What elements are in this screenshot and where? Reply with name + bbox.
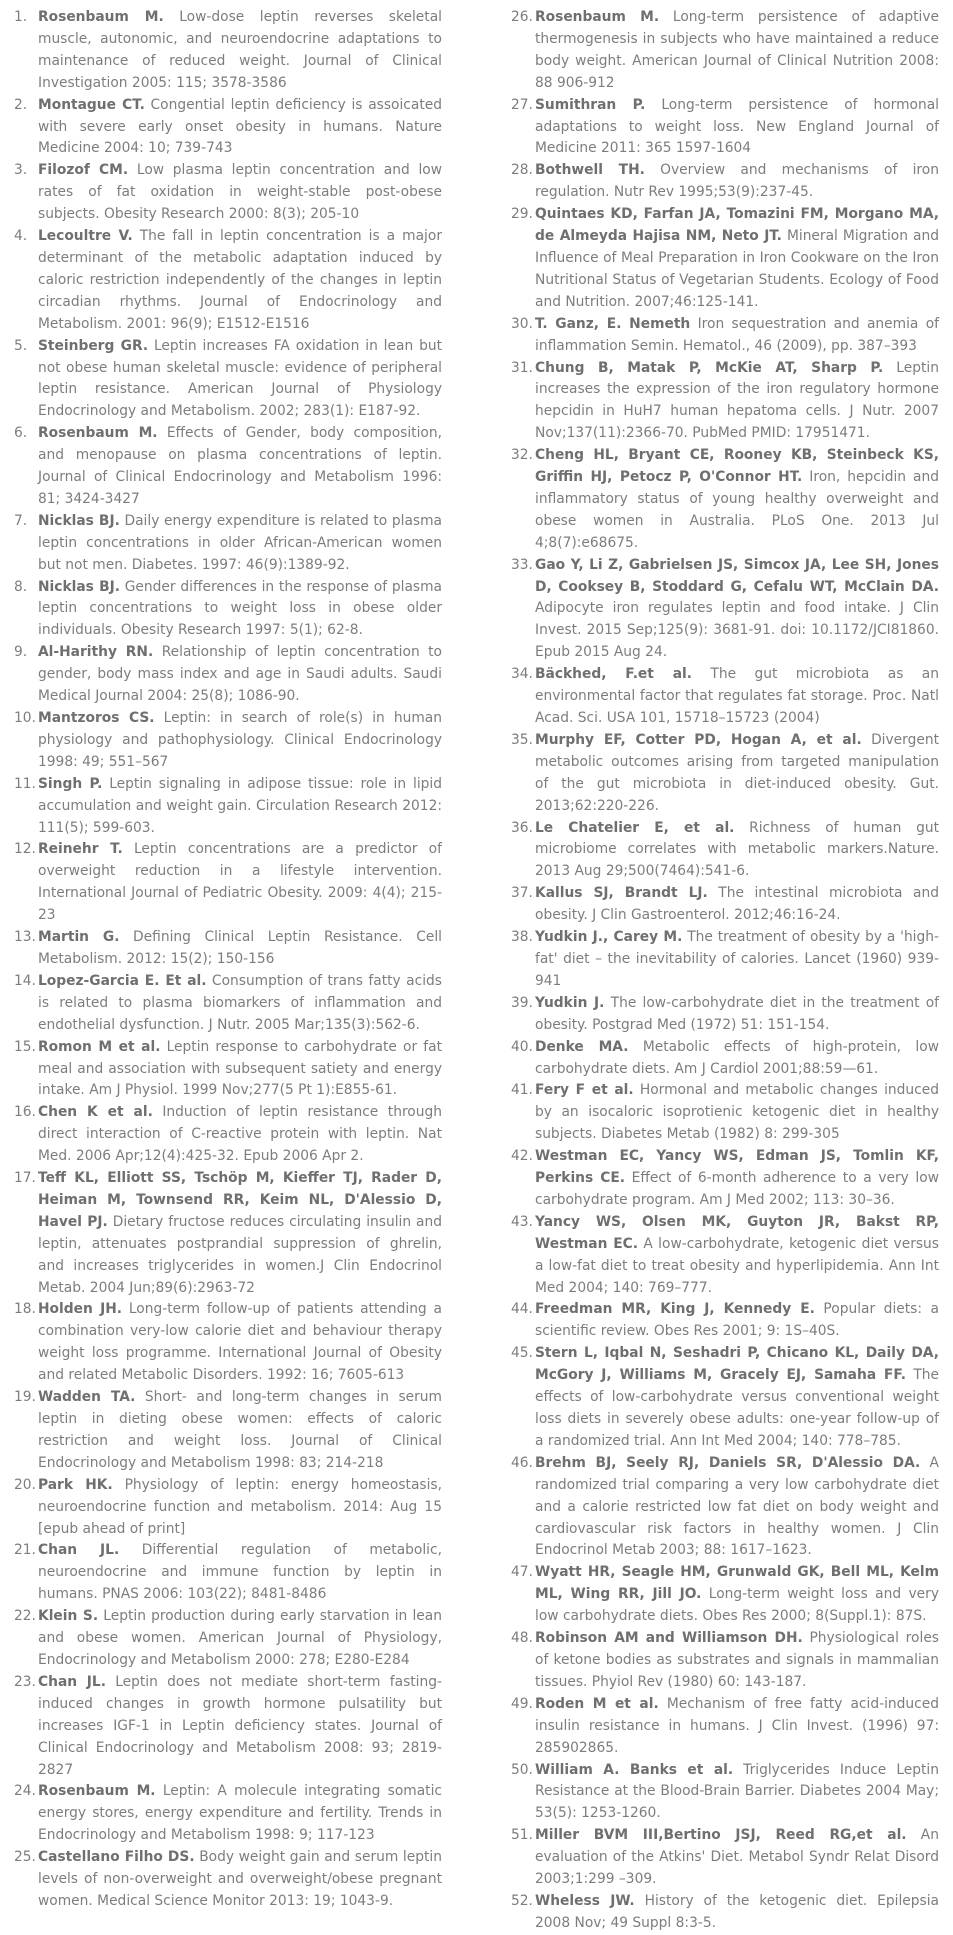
- reference-authors: Filozof CM.: [38, 162, 129, 179]
- reference-body: [535, 555, 939, 665]
- reference-item: [14, 226, 442, 336]
- reference-item: [511, 314, 939, 358]
- reference-authors: Quintaes KD, Farfan JA, Tomazini FM, Morgano MA, de Almeyda Hajisa NM, Neto JT.: [535, 206, 939, 245]
- reference-item: [14, 160, 442, 226]
- reference-citation: Differential regulation of metabolic, neuroendocrine and immune function by leptin in humans. PNAS 2006: 103(22); 8481-8486: [38, 1542, 442, 1603]
- reference-item: [511, 358, 939, 446]
- reference-body: [38, 226, 442, 336]
- reference-citation: Leptin signaling in adipose tissue: role in lipid accumulation and weight gain. Circulation Research 2012: 111(5); 599-603.: [38, 775, 443, 836]
- reference-authors: Castellano Filho DS.: [38, 1849, 195, 1866]
- reference-body: [38, 423, 442, 511]
- reference-authors: Sumithran P.: [535, 96, 646, 113]
- reference-authors: Park HK.: [38, 1476, 113, 1493]
- reference-body: [535, 1562, 939, 1628]
- reference-authors: Wyatt HR, Seagle HM, Grunwald GK, Bell ML, Kelm ML, Wing RR, Jill JO.: [535, 1564, 939, 1603]
- reference-body: [535, 445, 939, 555]
- reference-body: [535, 993, 939, 1037]
- reference-item: [511, 883, 939, 927]
- reference-body: [535, 883, 939, 927]
- reference-number: 38.: [511, 929, 533, 946]
- reference-authors: Kallus SJ, Brandt LJ.: [535, 885, 708, 902]
- reference-citation: Physiological roles of ketone bodies as substrates and signals in mammalian tissues. Phyiol Rev (1980) 60: 143-187.: [535, 1630, 939, 1690]
- reference-citation: Induction of leptin resistance through direct interaction of C-reactive protein with leptin. Nat Med. 2006 Apr;12(4):425-32. Epub 2006 Apr 2.: [38, 1104, 442, 1165]
- reference-number: 3.: [14, 162, 28, 179]
- references-column-left: [14, 7, 443, 1909]
- reference-number: 32.: [511, 447, 533, 464]
- reference-number: 44.: [511, 1301, 533, 1318]
- reference-list-left: [14, 7, 442, 1913]
- reference-citation: A low-carbohydrate, ketogenic diet versus a low-fat diet to treat obesity and hyperlipidemia. Ann Int Med 2004; 140: 769–777.: [535, 1235, 939, 1296]
- reference-list-right: [511, 7, 939, 1935]
- reference-body: [535, 95, 939, 161]
- reference-number: 28.: [511, 162, 533, 179]
- reference-body: [535, 1037, 939, 1081]
- reference-authors: Miller BVM III,Bertino JSJ, Reed RG,et al.: [535, 1827, 907, 1844]
- reference-authors: Nicklas BJ.: [38, 578, 120, 595]
- reference-citation: Gender differences in the response of plasma leptin concentrations to weight loss in obese older individuals. Obesity Research 1997: 5(1); 62-8.: [38, 578, 442, 639]
- reference-item: [511, 1628, 939, 1694]
- reference-authors: Wheless JW.: [535, 1892, 635, 1909]
- reference-body: [38, 1606, 442, 1672]
- reference-citation: The gut microbiota as an environmental factor that regulates fat storage. Proc. Natl Acad. Sci. USA 101, 15718–15723 (2004): [535, 666, 939, 726]
- reference-body: [38, 642, 442, 708]
- reference-body: [38, 839, 442, 927]
- reference-citation: Leptin: A molecule integrating somatic energy stores, energy expenditure and fertility. Trends in Endocrinology and Metabolism 1998: 9; 117-123: [38, 1783, 442, 1844]
- reference-authors: Fery F et al.: [535, 1082, 634, 1099]
- reference-number: 45.: [511, 1345, 533, 1362]
- reference-citation: Effects of Gender, body composition, and menopause on plasma concentrations of leptin. Journal of Clinical Endocrinology and Metabolism 1996: 81; 3424-3427: [38, 425, 442, 507]
- reference-number: 52.: [511, 1892, 533, 1909]
- reference-citation: Mechanism of free fatty acid-induced insulin resistance in humans. J Clin Invest. (1996) 97: 285902865.: [535, 1695, 939, 1756]
- reference-authors: Stern L, Iqbal N, Seshadri P, Chicano KL, Daily DA, McGory J, Williams M, Gracely EJ, Samaha FF.: [535, 1345, 939, 1384]
- reference-number: 15.: [14, 1038, 36, 1055]
- reference-authors: Denke MA.: [535, 1038, 629, 1055]
- reference-authors: Freedman MR, King J, Kennedy E.: [535, 1301, 815, 1318]
- reference-item: [511, 1299, 939, 1343]
- reference-body: [535, 730, 939, 818]
- reference-body: [535, 818, 939, 884]
- reference-number: 49.: [511, 1695, 533, 1712]
- reference-item: [511, 927, 939, 993]
- reference-number: 29.: [511, 206, 533, 223]
- reference-item: [14, 336, 442, 424]
- reference-item: [14, 1387, 442, 1475]
- reference-body: [535, 1453, 939, 1563]
- reference-item: [14, 1540, 442, 1606]
- reference-authors: Holden JH.: [38, 1301, 122, 1318]
- reference-item: [511, 1694, 939, 1760]
- reference-number: 9.: [14, 644, 28, 661]
- reference-item: [14, 1781, 442, 1847]
- reference-citation: Short- and long-term changes in serum leptin in dieting obese women: effects of caloric restriction and weight loss. Journal of Clinical Endocrinology and Metabolism 1998: 83; 214-218: [38, 1389, 442, 1471]
- reference-authors: Le Chatelier E, et al.: [535, 819, 735, 836]
- reference-number: 6.: [14, 425, 28, 442]
- reference-body: [38, 160, 442, 226]
- reference-authors: Mantzoros CS.: [38, 710, 155, 726]
- reference-citation: Leptin does not mediate short-term fasting-induced changes in growth hormone pulsatility but increases IGF-1 in Leptin deficiency states. Journal of Clinical Endocrinology and Metabolism 2008: 93; 2819-2827: [38, 1673, 442, 1778]
- reference-authors: Teff KL, Elliott SS, Tschöp M, Kieffer TJ, Rader D, Heiman M, Townsend RR, Keim NL, D'Alessio D, Havel PJ.: [38, 1170, 442, 1230]
- reference-authors: Montague CT.: [38, 96, 145, 113]
- reference-body: [38, 774, 442, 840]
- reference-body: [535, 1891, 939, 1935]
- reference-authors: Martin G.: [38, 929, 120, 946]
- reference-authors: Lecoultre V.: [38, 228, 133, 245]
- reference-authors: Roden M et al.: [535, 1695, 659, 1712]
- reference-number: 8.: [14, 578, 28, 595]
- reference-citation: Leptin increases the expression of the iron regulatory hormone hepcidin in HuH7 human hepatoma cells. J Nutr. 2007 Nov;137(11):2366-70. PubMed PMID: 17951471.: [535, 359, 939, 442]
- reference-item: [511, 1453, 939, 1563]
- reference-number: 25.: [14, 1849, 36, 1866]
- reference-item: [511, 95, 939, 161]
- reference-number: 1.: [14, 9, 28, 25]
- reference-number: 36.: [511, 819, 533, 836]
- reference-citation: Overview and mechanisms of iron regulation. Nutr Rev 1995;53(9):237-45.: [535, 162, 939, 201]
- references-column-right: [511, 7, 940, 1931]
- reference-body: [38, 1037, 442, 1103]
- reference-authors: Chan JL.: [38, 1542, 120, 1559]
- reference-citation: Divergent metabolic outcomes arising from targeted manipulation of the gut microbiota in diet-induced obesity. Gut. 2013;62:220-226.: [535, 731, 940, 814]
- reference-body: [38, 577, 442, 643]
- reference-citation: The low-carbohydrate diet in the treatment of obesity. Postgrad Med (1972) 51: 151-154.: [535, 994, 939, 1033]
- reference-citation: Richness of human gut microbiome correlates with metabolic markers.Nature. 2013 Aug 29;500(7464):541-6.: [535, 819, 939, 880]
- reference-item: [511, 1825, 939, 1891]
- reference-number: 24.: [14, 1783, 36, 1800]
- reference-citation: Metabolic effects of high-protein, low carbohydrate diets. Am J Cardiol 2001;88:59—61.: [535, 1038, 939, 1077]
- reference-citation: The treatment of obesity by a 'high-fat' diet – the inevitability of calories. Lancet (1960) 939-941: [535, 929, 940, 989]
- reference-citation: An evaluation of the Atkins' Diet. Metabol Syndr Relat Disord 2003;1:299 –309.: [535, 1827, 939, 1888]
- reference-item: [511, 1891, 939, 1935]
- reference-citation: The intestinal microbiota and obesity. J Clin Gastroenterol. 2012;46:16-24.: [535, 885, 939, 924]
- reference-citation: A randomized trial comparing a very low carbohydrate diet and a calorie restricted low fat diet on body weight and cardiovascular risk factors in healthy women. J Clin Endocrinol Metab 2003; 88: 1617–1623.: [535, 1454, 939, 1559]
- reference-body: [38, 1475, 442, 1541]
- reference-number: 47.: [511, 1564, 533, 1581]
- reference-number: 30.: [511, 315, 533, 332]
- reference-authors: Romon M et al.: [38, 1038, 161, 1055]
- reference-citation: Long-term weight loss and very low carbohydrate diets. Obes Res 2000; 8(Suppl.1): 87S.: [535, 1586, 939, 1625]
- reference-number: 51.: [511, 1827, 533, 1844]
- reference-body: [535, 1343, 939, 1453]
- reference-item: [511, 160, 939, 204]
- reference-citation: Triglycerides Induce Leptin Resistance at the Blood-Brain Barrier. Diabetes 2004 May; 53(5): 1253-1260.: [535, 1761, 939, 1822]
- reference-citation: Long-term follow-up of patients attending a combination very-low calorie diet and behaviour therapy weight loss programme. International Journal of Obesity and related Metabolic Disorders. 1992: 16; 7605-613: [38, 1301, 442, 1384]
- reference-body: [38, 1847, 442, 1913]
- reference-item: [511, 993, 939, 1037]
- reference-item: [511, 1343, 939, 1453]
- reference-number: 10.: [14, 710, 36, 726]
- reference-citation: Physiology of leptin: energy homeostasis, neuroendocrine function and metabolism. 2014: Aug 15 [epub ahead of print]: [38, 1476, 442, 1537]
- reference-item: [14, 7, 442, 95]
- reference-authors: Chung B, Matak P, McKie AT, Sharp P.: [535, 359, 884, 376]
- reference-item: [511, 555, 939, 665]
- reference-number: 2.: [14, 96, 28, 113]
- reference-item: [14, 577, 442, 643]
- reference-body: [535, 1146, 939, 1212]
- reference-citation: The effects of low-carbohydrate versus conventional weight loss diets in severely obese adults: one-year follow-up of a randomized trial. Ann Int Med 2004; 140: 778–785.: [535, 1367, 940, 1449]
- reference-body: [535, 358, 939, 446]
- reference-authors: Robinson AM and Williamson DH.: [535, 1630, 803, 1647]
- reference-item: [511, 204, 939, 314]
- reference-citation: Consumption of trans fatty acids is related to plasma biomarkers of inflammation and endothelial dysfunction. J Nutr. 2005 Mar;135(3):562-6.: [38, 972, 442, 1033]
- reference-body: [535, 160, 939, 204]
- reference-body: [535, 1694, 939, 1760]
- reference-authors: T. Ganz, E. Nemeth: [535, 315, 691, 332]
- reference-authors: Bäckhed, F.et al.: [535, 666, 692, 683]
- reference-number: 31.: [511, 359, 533, 376]
- reference-item: [14, 1037, 442, 1103]
- reference-body: [38, 927, 442, 971]
- reference-citation: Iron, hepcidin and inflammatory status of young healthy overweight and obese women in Australia. PLoS One. 2013 Jul 4;8(7):e68675.: [535, 469, 939, 551]
- reference-citation: Low-dose leptin reverses skeletal muscle, autonomic, and neuroendocrine adaptations to maintenance of reduced weight. Journal of Clinical Investigation 2005: 115; 3578-3586: [38, 9, 442, 91]
- reference-item: [14, 642, 442, 708]
- reference-item: [14, 708, 442, 774]
- reference-number: 40.: [511, 1038, 533, 1055]
- reference-body: [535, 314, 939, 358]
- reference-citation: Mineral Migration and Influence of Meal Preparation in Iron Cookware on the Iron Nutritional Status of Vegetarian Students. Ecology of Food and Nutrition. 2007;46:125-141.: [535, 228, 939, 310]
- reference-authors: Chen K et al.: [38, 1104, 153, 1121]
- reference-body: [535, 927, 939, 993]
- reference-item: [511, 1562, 939, 1628]
- reference-number: 22.: [14, 1608, 36, 1625]
- reference-citation: Long-term persistence of adaptive thermogenesis in subjects who have maintained a reduce body weight. American Journal of Clinical Nutrition 2008: 88 906-912: [535, 9, 939, 91]
- reference-citation: Effect of 6-month adherence to a very low carbohydrate program. Am J Med 2002; 113: 30–36.: [535, 1170, 939, 1208]
- reference-number: 16.: [14, 1104, 36, 1121]
- reference-number: 19.: [14, 1389, 36, 1406]
- reference-item: [511, 445, 939, 555]
- reference-authors: Rosenbaum M.: [38, 9, 164, 25]
- reference-authors: Singh P.: [38, 775, 103, 792]
- reference-citation: Leptin concentrations are a predictor of overweight reduction in a lifestyle intervention. International Journal of Pediatric Obesity. 2009: 4(4); 215-23: [38, 841, 442, 924]
- reference-authors: Murphy EF, Cotter PD, Hogan A, et al.: [535, 731, 862, 748]
- reference-item: [14, 839, 442, 927]
- reference-body: [38, 95, 442, 161]
- reference-citation: Relationship of leptin concentration to gender, body mass index and age in Saudi adults. Saudi Medical Journal 2004: 25(8); 1086-90.: [38, 644, 442, 705]
- reference-authors: Yudkin J.: [535, 994, 605, 1011]
- reference-authors: Klein S.: [38, 1608, 99, 1625]
- reference-citation: Leptin response to carbohydrate or fat meal and association with subsequent satiety and energy intake. Am J Physiol. 1999 Nov;277(5 Pt 1):E855-61.: [38, 1038, 442, 1099]
- reference-item: [14, 95, 442, 161]
- reference-citation: Daily energy expenditure is related to plasma leptin concentrations in older African-American women but not men. Diabetes. 1997: 46(9):1389-92.: [38, 512, 442, 573]
- reference-item: [14, 1606, 442, 1672]
- reference-authors: Gao Y, Li Z, Gabrielsen JS, Simcox JA, Lee SH, Jones D, Cooksey B, Stoddard G, Cefalu WT, McClain DA.: [535, 556, 939, 595]
- reference-body: [535, 1760, 939, 1826]
- reference-citation: Low plasma leptin concentration and low rates of fat oxidation in weight-stable post-obese subjects. Obesity Research 2000: 8(3); 205-10: [38, 162, 443, 223]
- reference-body: [535, 204, 939, 314]
- reference-item: [511, 1212, 939, 1300]
- reference-authors: Bothwell TH.: [535, 162, 645, 179]
- reference-citation: Body weight gain and serum leptin levels of non-overweight and overweight/obese pregnant women. Medical Science Monitor 2013: 19; 1043-9.: [38, 1849, 443, 1909]
- reference-body: [38, 971, 442, 1037]
- reference-authors: Brehm BJ, Seely RJ, Daniels SR, D'Alessio DA.: [535, 1454, 921, 1471]
- reference-citation: Iron sequestration and anemia of inflammation Semin. Hematol., 46 (2009), pp. 387–393: [535, 315, 939, 354]
- reference-citation: Defining Clinical Leptin Resistance. Cell Metabolism. 2012: 15(2); 150-156: [38, 929, 442, 967]
- reference-body: [535, 7, 939, 95]
- reference-authors: Rosenbaum M.: [38, 425, 158, 442]
- reference-item: [14, 1475, 442, 1541]
- reference-citation: Long-term persistence of hormonal adaptations to weight loss. New England Journal of Medicine 2011: 365 1597-1604: [535, 96, 939, 157]
- reference-item: [14, 971, 442, 1037]
- reference-authors: William A. Banks et al.: [535, 1761, 734, 1778]
- reference-body: [38, 1540, 442, 1606]
- reference-citation: Leptin: in search of role(s) in human physiology and pathophysiology. Clinical Endocrinology 1998: 49; 551–567: [38, 710, 442, 770]
- reference-body: [38, 708, 442, 774]
- reference-citation: Adipocyte iron regulates leptin and food intake. J Clin Invest. 2015 Sep;125(9): 3681-91. doi: 10.1172/JCI81860. Epub 2015 Aug 24.: [535, 600, 939, 661]
- reference-authors: Chan JL.: [38, 1673, 106, 1690]
- reference-item: [511, 664, 939, 730]
- reference-authors: Westman EC, Yancy WS, Edman JS, Tomlin KF, Perkins CE.: [535, 1148, 939, 1187]
- reference-citation: Dietary fructose reduces circulating insulin and leptin, attenuates postprandial suppression of ghrelin, and increases triglycerides in women.J Clin Endocrinol Metab. 2004 Jun;89(6):2963-72: [38, 1213, 442, 1296]
- reference-body: [38, 511, 442, 577]
- reference-citation: Leptin increases FA oxidation in lean but not obese human skeletal muscle: evidence of peripheral leptin resistance. American Journal of Physiology Endocrinology and Metabolism. 2002; 283(1): E187-92.: [38, 337, 442, 420]
- reference-body: [38, 1299, 442, 1387]
- reference-authors: Yudkin J., Carey M.: [535, 929, 683, 946]
- reference-number: 34.: [511, 666, 533, 683]
- reference-item: [511, 818, 939, 884]
- reference-number: 46.: [511, 1454, 533, 1471]
- reference-item: [511, 1037, 939, 1081]
- reference-number: 26.: [511, 9, 533, 25]
- reference-authors: Reinehr T.: [38, 841, 123, 858]
- reference-item: [14, 774, 442, 840]
- reference-number: 27.: [511, 96, 533, 113]
- reference-body: [38, 1102, 442, 1168]
- reference-body: [38, 1168, 442, 1299]
- reference-body: [535, 664, 939, 730]
- reference-item: [14, 1672, 442, 1782]
- reference-item: [14, 1299, 442, 1387]
- reference-item: [14, 1168, 442, 1299]
- reference-authors: Cheng HL, Bryant CE, Rooney KB, Steinbeck KS, Griffin HJ, Petocz P, O'Connor HT.: [535, 447, 939, 486]
- reference-citation: Congential leptin deficiency is assoicated with severe early onset obesity in humans. Nature Medicine 2004: 10; 739-743: [38, 96, 443, 157]
- reference-authors: Lopez-Garcia E. Et al.: [38, 972, 207, 989]
- reference-item: [511, 730, 939, 818]
- reference-authors: Rosenbaum M.: [38, 1783, 156, 1800]
- reference-number: 12.: [14, 841, 36, 858]
- reference-authors: Al-Harithy RN.: [38, 644, 154, 661]
- reference-number: 5.: [14, 337, 28, 354]
- reference-number: 14.: [14, 972, 36, 989]
- reference-number: 21.: [14, 1542, 36, 1559]
- reference-item: [14, 927, 442, 971]
- reference-body: [38, 7, 442, 95]
- reference-number: 50.: [511, 1761, 533, 1778]
- reference-number: 13.: [14, 929, 36, 946]
- reference-number: 7.: [14, 512, 28, 529]
- reference-number: 20.: [14, 1476, 36, 1493]
- reference-number: 41.: [511, 1082, 533, 1099]
- reference-number: 11.: [14, 775, 36, 792]
- reference-citation: History of the ketogenic diet. Epilepsia 2008 Nov; 49 Suppl 8:3-5.: [535, 1892, 939, 1931]
- reference-number: 4.: [14, 228, 28, 245]
- reference-body: [535, 1825, 939, 1891]
- reference-item: [14, 423, 442, 511]
- reference-item: [511, 7, 939, 95]
- reference-item: [511, 1146, 939, 1212]
- reference-body: [38, 1387, 442, 1475]
- reference-body: [38, 1781, 442, 1847]
- reference-body: [535, 1212, 939, 1300]
- reference-citation: The fall in leptin concentration is a major determinant of the metabolic adaptation induced by caloric restriction independently of the changes in leptin circadian rhythms. Journal of Endocrinology and Metabolism. 2001: 96(9); E1512-E1516: [38, 228, 442, 332]
- reference-number: 39.: [511, 994, 533, 1011]
- reference-authors: Rosenbaum M.: [535, 9, 660, 25]
- reference-citation: Leptin production during early starvation in lean and obese women. American Journal of Physiology, Endocrinology and Metabolism 2000: 278; E280-E284: [38, 1608, 442, 1668]
- reference-authors: Wadden TA.: [38, 1389, 136, 1406]
- reference-body: [535, 1080, 939, 1146]
- reference-authors: Steinberg GR.: [38, 337, 149, 354]
- reference-body: [38, 336, 442, 424]
- reference-item: [14, 1847, 442, 1913]
- reference-item: [14, 1102, 442, 1168]
- reference-number: 42.: [511, 1148, 533, 1165]
- reference-body: [535, 1299, 939, 1343]
- reference-number: 43.: [511, 1213, 533, 1230]
- reference-citation: Hormonal and metabolic changes induced by an isocaloric isoprotienic ketogenic diet in healthy subjects. Diabetes Metab (1982) 8: 299-305: [535, 1082, 939, 1143]
- reference-number: 37.: [511, 885, 533, 902]
- reference-number: 33.: [511, 556, 533, 573]
- reference-body: [38, 1672, 442, 1782]
- reference-item: [511, 1080, 939, 1146]
- reference-number: 23.: [14, 1673, 36, 1690]
- reference-body: [535, 1628, 939, 1694]
- reference-authors: Yancy WS, Olsen MK, Guyton JR, Bakst RP, Westman EC.: [535, 1213, 939, 1252]
- reference-number: 48.: [511, 1630, 533, 1647]
- reference-number: 17.: [14, 1170, 36, 1187]
- reference-number: 35.: [511, 731, 533, 748]
- reference-citation: Popular diets: a scientific review. Obes Res 2001; 9: 1S–40S.: [535, 1301, 939, 1340]
- reference-authors: Nicklas BJ.: [38, 512, 120, 529]
- reference-item: [14, 511, 442, 577]
- reference-number: 18.: [14, 1301, 36, 1318]
- reference-item: [511, 1760, 939, 1826]
